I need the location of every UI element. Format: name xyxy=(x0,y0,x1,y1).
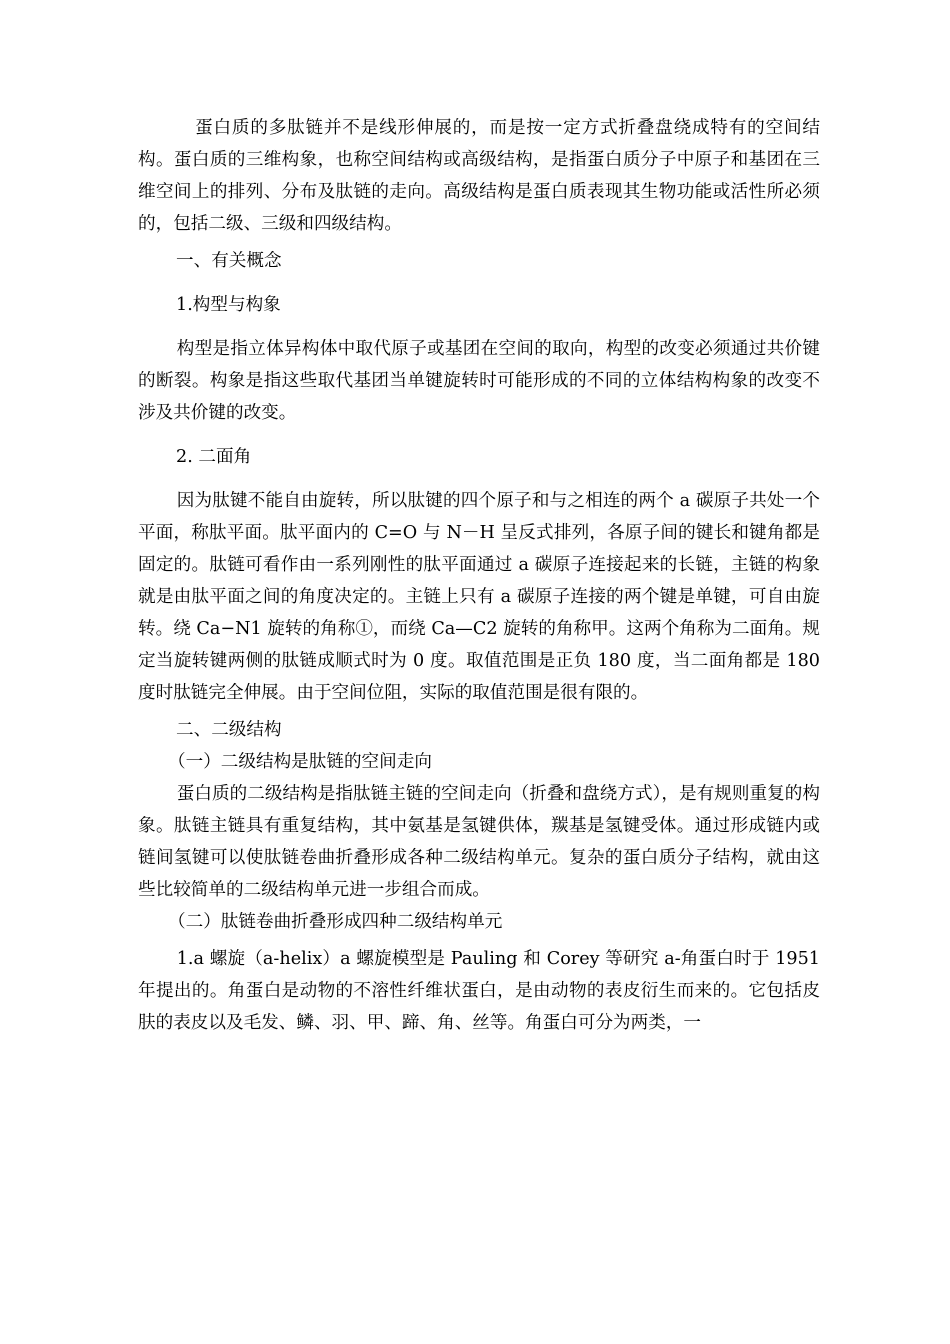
subsection-heading-spatial-direction: （一）二级结构是肽链的空间走向 xyxy=(168,752,432,772)
dihedral-angle-paragraph: 因为肽键不能自由旋转，所以肽键的四个原子和与之相连的两个 a 碳原子共处一个平面，称肽平面。肽平面内的 C=O 与 N－H 呈反式排列，各原子间的键长和键角都是固定的。肽链可看作由一系列刚性的肽平面通过 a 碳原子连接起来的长链，主链的构象就是由肽平面之间的角度决定的。主链上只有 a 碳原子连接的两个键是单键，可自由旋转。绕 Ca−N1 旋转的角称①，而绕 Ca—C2 旋转的角称甲。这两个角称为二面角。规定当旋转键两侧的肽链成顺式时为 0 度。取值范围是正负 180 度，当二面角都是 180 度时肽链完全伸展。由于空间位阻，实际的取值范围是很有限的。 xyxy=(138,491,820,703)
document-body xyxy=(138,112,820,1039)
subsection-heading-four-units: （二）肽链卷曲折叠形成四种二级结构单元 xyxy=(168,912,503,932)
alpha-helix-paragraph: 1.a 螺旋（a-helix）a 螺旋模型是 Pauling 和 Corey 等研究 a-角蛋白时于 1951 年提出的。角蛋白是动物的不溶性纤维状蛋白，是由动物的表皮衍生而来的。它包括皮肤的表皮以及毛发、鳞、羽、甲、蹄、角、丝等。角蛋白可分为两类，一 xyxy=(138,949,820,1033)
subsection-heading-configuration: 1.构型与构象 xyxy=(176,295,281,315)
configuration-paragraph: 构型是指立体异构体中取代原子或基团在空间的取向，构型的改变必须通过共价键的断裂。构象是指这些取代基团当单键旋转时可能形成的不同的立体结构构象的改变不涉及共价键的改变。 xyxy=(138,339,820,423)
secondary-structure-paragraph: 蛋白质的二级结构是指肽链主链的空间走向（折叠和盘绕方式），是有规则重复的构象。肽链主链具有重复结构，其中氨基是氢键供体，羰基是氢键受体。通过形成链内或链间氢键可以使肽链卷曲折叠形成各种二级结构单元。复杂的蛋白质分子结构，就由这些比较简单的二级结构单元进一步组合而成。 xyxy=(138,784,820,900)
section-heading-concepts: 一、有关概念 xyxy=(176,251,282,271)
subsection-heading-dihedral-angle: 2. 二面角 xyxy=(176,447,252,467)
section-heading-secondary-structure: 二、二级结构 xyxy=(176,720,282,740)
intro-paragraph: 蛋白质的多肽链并不是线形伸展的，而是按一定方式折叠盘绕成特有的空间结构。蛋白质的三维构象，也称空间结构或高级结构，是指蛋白质分子中原子和基团在三维空间上的排列、分布及肽链的走向。高级结构是蛋白质表现其生物功能或活性所必须的，包括二级、三级和四级结构。 xyxy=(138,118,820,234)
